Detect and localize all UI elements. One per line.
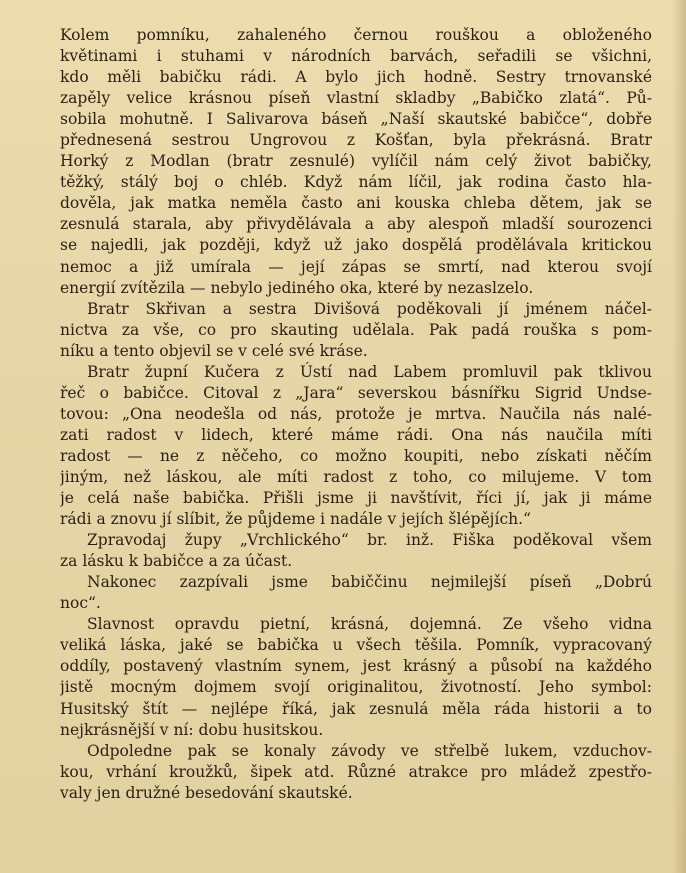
paragraph [60,362,652,530]
text-line: energií zvítězila — nebylo jediného oka, které by nezaslzelo. [60,278,534,297]
page-edge-shadow [672,0,686,873]
text-line: radost — ne z něčeho, co možno koupiti, nebo získati něčím [60,446,652,465]
text-line: veliká láska, jaké se babička u všech těšila. Pomník, vypracovaný [60,636,652,655]
text-line: za lásku k babičce a za účast. [60,552,293,571]
text-line: valy jen družné besedování skautské. [60,783,353,802]
text-line: nejkrásnější v ní: dobu husitskou. [60,720,324,739]
text-line: Bratr Skřivan a sestra Divišová poděkovali jí jménem náčel- [87,299,652,318]
text-line: oddíly, postavený vlastním synem, jest krásný a působí na každého [60,657,652,676]
text-line: Zpravodaj župy „Vrchlického“ br. inž. Fiška poděkoval všem [87,531,652,550]
text-line: kdo měli babičku rádi. A bylo jich hodně. Sestry trnovanské [60,68,652,87]
text-line: kou, vrhání kroužků, šipek atd. Různé atrakce pro mládež zpestřo- [60,762,652,781]
text-line: Husitský štít — nejlépe říká, jak zesnulá měla ráda historii a to [60,699,652,718]
text-line: Kolem pomníku, zahaleného černou rouškou a obloženého [60,26,652,44]
text-line: těžký, stálý boj o chléb. Když nám líčil, jak rodina často hla- [60,173,652,192]
text-line: zesnulá starala, aby přivydělávala a aby alespoň mladší sourozenci [60,215,652,234]
text-line: nictva za vše, co pro skauting udělala. Pak padá rouška s pom- [60,320,652,339]
text-line: sobila mohutně. I Salivarova báseň „Naší skautské babičce“, dobře [60,110,652,129]
text-line: jiným, než láskou, ale míti radost z toho, co milujeme. V tom [60,467,652,486]
paragraph [60,741,652,804]
text-line: květinami i stuhami v národních barvách, seřadili se všichni, [60,47,652,66]
paragraph [60,614,652,740]
text-line: Horký z Modlan (bratr zesnulé) vylíčil nám celý život babičky, [60,152,652,171]
text-line: se najedli, jak později, když už jako dospělá prodělávala kritickou [60,236,652,255]
text-line: jistě mocným dojmem svojí originalitou, životností. Jeho symbol: [60,678,652,697]
paragraph [60,572,652,614]
text-line: noc“. [60,594,101,613]
text-line: Nakonec zazpívali jsme babiččinu nejmilejší píseň „Dobrú [87,573,652,592]
paragraph [60,25,652,299]
text-line: dověla, jak matka neměla často ani kouska chleba dětem, jak se [60,194,652,213]
text-line: řeč o babičce. Citoval z „Jara“ severskou básnířku Sigrid Undse- [60,383,652,402]
text-line: zapěly velice krásnou píseň vlastní skladby „Babičko zlatá“. Pů- [60,89,652,108]
text-line: zati radost v lidech, které máme rádi. Ona nás naučila míti [60,425,652,444]
text-line: Slavnost opravdu pietní, krásná, dojemná. Ze všeho vidna [87,615,652,634]
text-line: rádi a znovu jí slíbit, že půjdeme i nadále v jejích šlépějích.“ [60,510,531,529]
paragraph [60,530,652,572]
paragraph [60,299,652,362]
text-line: nemoc a již umírala — její zápas se smrtí, nad kterou svojí [60,257,652,276]
text-line: přednesená sestrou Ungrovou z Košťan, byla překrásná. Bratr [60,131,652,150]
article-text [60,25,652,804]
text-line: tovou: „Ona neodešla od nás, protože je mrtva. Naučila nás nalé- [60,404,652,423]
text-line: Odpoledne pak se konaly závody ve střelbě lukem, vzduchov- [87,741,652,760]
text-line: níku a tento objevil se v celé své kráse. [60,341,368,360]
text-line: je celá naše babička. Přišli jsme ji navštívit, říci jí, jak ji máme [60,489,652,508]
text-line: Bratr župní Kučera z Ústí nad Labem promluvil pak tklivou [87,362,652,381]
